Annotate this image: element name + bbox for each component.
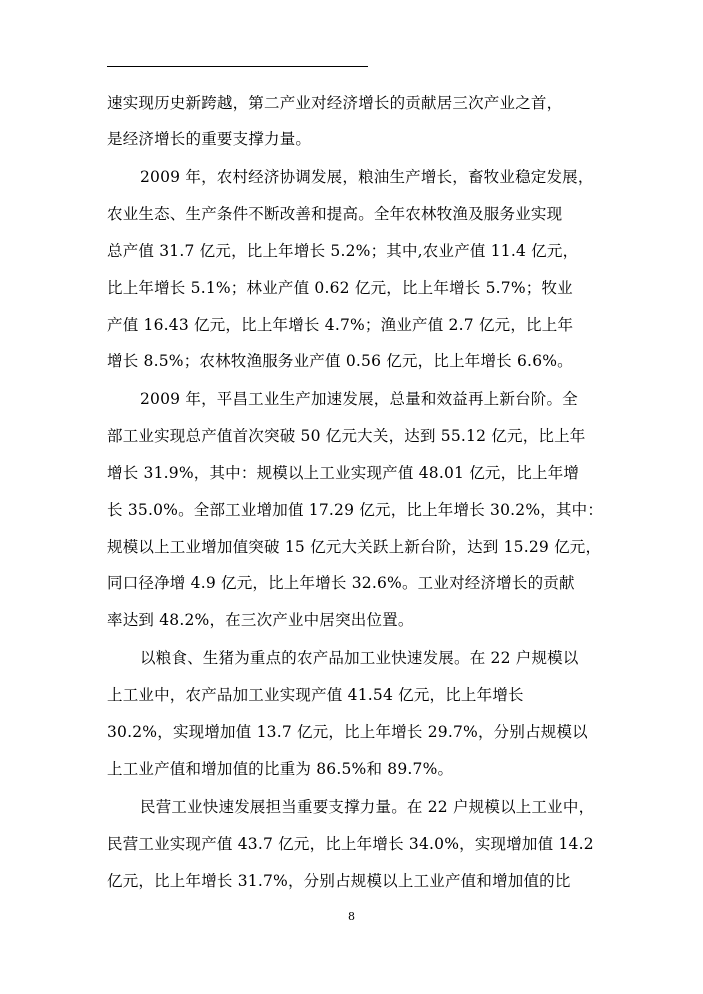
text-line: 同口径净增 4.9 亿元，比上年增长 32.6%。工业对经济增长的贡献: [107, 574, 575, 592]
text-line: 率达到 48.2%，在三次产业中居突出位置。: [107, 611, 414, 629]
text-line: 亿元，比上年增长 31.7%，分别占规模以上工业产值和增加值的比: [107, 872, 571, 890]
text-line: 部工业实现总产值首次突破 50 亿元大关，达到 55.12 亿元，比上年: [107, 427, 586, 445]
paragraph-start-line: 以粮食、生猪为重点的农产品加工业快速发展。在 22 户规模以: [140, 649, 579, 667]
text-line: 增长 31.9%，其中：规模以上工业实现产值 48.01 亿元，比上年增: [107, 464, 580, 482]
text-line: 上工业中，农产品加工业实现产值 41.54 亿元，比上年增长: [107, 686, 524, 704]
text-line: 上工业产值和增加值的比重为 86.5%和 89.7%。: [107, 760, 454, 778]
text-line: 速实现历史新跨越，第二产业对经济增长的贡献居三次产业之首，: [107, 94, 563, 112]
text-line: 长 35.0%。全部工业增加值 17.29 亿元，比上年增长 30.2%，其中：: [107, 501, 604, 519]
paragraph-start-line: 民营工业快速发展担当重要支撑力量。在 22 户规模以上工业中，: [140, 798, 595, 816]
text-line: 农业生态、生产条件不断改善和提高。全年农林牧渔及服务业实现: [107, 205, 563, 223]
text-line: 总产值 31.7 亿元，比上年增长 5.2%；其中,农业产值 11.4 亿元，: [107, 242, 579, 260]
text-line: 是经济增长的重要支撑力量。: [107, 130, 312, 148]
paragraph-start-line: 2009 年，平昌工业生产加速发展，总量和效益再上新台阶。全: [140, 390, 578, 408]
paragraph-start-line: 2009 年，农村经济协调发展，粮油生产增长，畜牧业稳定发展，: [140, 168, 594, 186]
text-line: 规模以上工业增加值突破 15 亿元大关跃上新台阶，达到 15.29 亿元，: [107, 538, 602, 556]
text-line: 比上年增长 5.1%；林业产值 0.62 亿元，比上年增长 5.7%；牧业: [107, 279, 573, 297]
text-line: 民营工业实现产值 43.7 亿元，比上年增长 34.0%，实现增加值 14.2: [107, 835, 594, 853]
text-line: 30.2%，实现增加值 13.7 亿元，比上年增长 29.7%，分别占规模以: [107, 723, 588, 741]
text-line: 产值 16.43 亿元，比上年增长 4.7%；渔业产值 2.7 亿元，比上年: [107, 316, 574, 334]
text-line: 增长 8.5%；农林牧渔服务业产值 0.56 亿元，比上年增长 6.6%。: [107, 352, 573, 370]
page-number: 8: [348, 910, 355, 923]
top-rule: [107, 66, 368, 67]
